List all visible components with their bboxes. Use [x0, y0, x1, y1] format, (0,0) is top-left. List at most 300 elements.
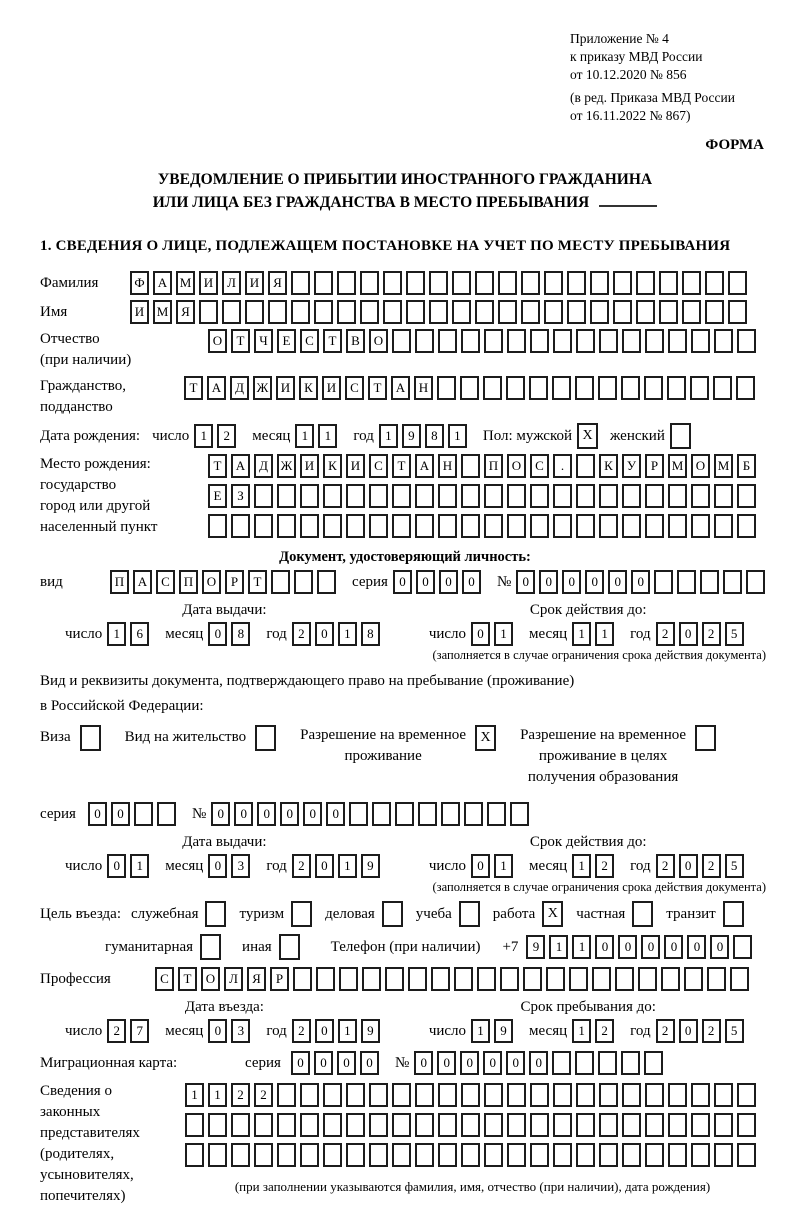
char-box[interactable]: 0: [471, 622, 490, 646]
char-box[interactable]: [254, 484, 273, 508]
char-box[interactable]: 0: [437, 1051, 456, 1075]
char-box[interactable]: [737, 514, 756, 538]
char-box[interactable]: 0: [687, 935, 706, 959]
char-box[interactable]: И: [276, 376, 295, 400]
char-box[interactable]: И: [130, 300, 149, 324]
char-box[interactable]: [392, 1143, 411, 1167]
char-box[interactable]: [506, 376, 525, 400]
char-box[interactable]: [576, 329, 595, 353]
char-box[interactable]: 1: [338, 622, 357, 646]
char-box[interactable]: [369, 484, 388, 508]
char-box[interactable]: [510, 802, 529, 826]
char-box[interactable]: [208, 1143, 227, 1167]
char-box[interactable]: [553, 1143, 572, 1167]
char-box[interactable]: [507, 1113, 526, 1137]
char-box[interactable]: Т: [323, 329, 342, 353]
char-box[interactable]: Е: [208, 484, 227, 508]
char-box[interactable]: 1: [549, 935, 568, 959]
purpose-official-checkbox[interactable]: [205, 901, 226, 927]
char-box[interactable]: 0: [337, 1051, 356, 1075]
char-box[interactable]: Л: [222, 271, 241, 295]
char-box[interactable]: 5: [725, 622, 744, 646]
char-box[interactable]: С: [530, 454, 549, 478]
char-box[interactable]: [339, 967, 358, 991]
char-box[interactable]: [300, 1143, 319, 1167]
char-box[interactable]: [431, 967, 450, 991]
char-box[interactable]: Р: [645, 454, 664, 478]
char-box[interactable]: М: [176, 271, 195, 295]
char-box[interactable]: 0: [326, 802, 345, 826]
char-box[interactable]: [300, 514, 319, 538]
char-box[interactable]: [668, 514, 687, 538]
char-box[interactable]: 0: [303, 802, 322, 826]
char-box[interactable]: 2: [217, 424, 236, 448]
char-box[interactable]: 9: [402, 424, 421, 448]
char-box[interactable]: 0: [414, 1051, 433, 1075]
char-box[interactable]: [452, 271, 471, 295]
char-box[interactable]: [644, 1051, 663, 1075]
char-box[interactable]: 0: [257, 802, 276, 826]
char-box[interactable]: [523, 967, 542, 991]
char-box[interactable]: [575, 1051, 594, 1075]
char-box[interactable]: Д: [254, 454, 273, 478]
char-box[interactable]: [576, 514, 595, 538]
char-box[interactable]: [713, 376, 732, 400]
char-box[interactable]: М: [153, 300, 172, 324]
char-box[interactable]: 1: [448, 424, 467, 448]
char-box[interactable]: [498, 271, 517, 295]
char-box[interactable]: [231, 1113, 250, 1137]
char-box[interactable]: 5: [725, 854, 744, 878]
char-box[interactable]: С: [155, 967, 174, 991]
char-box[interactable]: Я: [268, 271, 287, 295]
char-box[interactable]: [599, 514, 618, 538]
char-box[interactable]: 1: [572, 935, 591, 959]
char-box[interactable]: [360, 271, 379, 295]
char-box[interactable]: [575, 376, 594, 400]
char-box[interactable]: [369, 514, 388, 538]
char-box[interactable]: [461, 454, 480, 478]
char-box[interactable]: Ф: [130, 271, 149, 295]
char-box[interactable]: 5: [725, 1019, 744, 1043]
char-box[interactable]: С: [369, 454, 388, 478]
char-box[interactable]: 9: [361, 1019, 380, 1043]
char-box[interactable]: [705, 300, 724, 324]
char-box[interactable]: С: [156, 570, 175, 594]
char-box[interactable]: [438, 1113, 457, 1137]
char-box[interactable]: 8: [361, 622, 380, 646]
char-box[interactable]: [383, 271, 402, 295]
char-box[interactable]: [684, 967, 703, 991]
char-box[interactable]: [733, 935, 752, 959]
char-box[interactable]: [622, 1143, 641, 1167]
char-box[interactable]: [645, 329, 664, 353]
char-box[interactable]: [429, 300, 448, 324]
char-box[interactable]: [395, 802, 414, 826]
char-box[interactable]: [700, 570, 719, 594]
char-box[interactable]: [323, 514, 342, 538]
char-box[interactable]: 0: [111, 802, 130, 826]
char-box[interactable]: 0: [710, 935, 729, 959]
char-box[interactable]: [682, 300, 701, 324]
char-box[interactable]: 0: [393, 570, 412, 594]
char-box[interactable]: [737, 1143, 756, 1167]
char-box[interactable]: 2: [702, 1019, 721, 1043]
char-box[interactable]: [277, 484, 296, 508]
char-box[interactable]: [622, 1083, 641, 1107]
char-box[interactable]: [222, 300, 241, 324]
char-box[interactable]: [659, 300, 678, 324]
char-box[interactable]: [737, 484, 756, 508]
char-box[interactable]: [728, 300, 747, 324]
char-box[interactable]: [452, 300, 471, 324]
char-box[interactable]: Ж: [253, 376, 272, 400]
char-box[interactable]: [621, 376, 640, 400]
char-box[interactable]: [268, 300, 287, 324]
char-box[interactable]: [507, 329, 526, 353]
char-box[interactable]: [383, 300, 402, 324]
char-box[interactable]: Е: [277, 329, 296, 353]
char-box[interactable]: 0: [439, 570, 458, 594]
char-box[interactable]: [484, 1143, 503, 1167]
char-box[interactable]: [461, 1113, 480, 1137]
char-box[interactable]: [484, 1083, 503, 1107]
char-box[interactable]: [645, 484, 664, 508]
char-box[interactable]: 2: [595, 1019, 614, 1043]
char-box[interactable]: [714, 329, 733, 353]
char-box[interactable]: [362, 967, 381, 991]
char-box[interactable]: [682, 271, 701, 295]
char-box[interactable]: 0: [315, 622, 334, 646]
char-box[interactable]: [636, 271, 655, 295]
char-box[interactable]: [185, 1113, 204, 1137]
char-box[interactable]: 0: [679, 854, 698, 878]
char-box[interactable]: [691, 1083, 710, 1107]
char-box[interactable]: 0: [483, 1051, 502, 1075]
char-box[interactable]: [254, 1143, 273, 1167]
char-box[interactable]: И: [346, 454, 365, 478]
char-box[interactable]: [507, 484, 526, 508]
char-box[interactable]: 0: [608, 570, 627, 594]
char-box[interactable]: [530, 1143, 549, 1167]
char-box[interactable]: [392, 1113, 411, 1137]
char-box[interactable]: [590, 271, 609, 295]
char-box[interactable]: [668, 329, 687, 353]
char-box[interactable]: [291, 300, 310, 324]
char-box[interactable]: [668, 1143, 687, 1167]
char-box[interactable]: [615, 967, 634, 991]
char-box[interactable]: [438, 329, 457, 353]
char-box[interactable]: [277, 514, 296, 538]
char-box[interactable]: [645, 1143, 664, 1167]
char-box[interactable]: [314, 271, 333, 295]
char-box[interactable]: [668, 484, 687, 508]
char-box[interactable]: [415, 514, 434, 538]
char-box[interactable]: А: [415, 454, 434, 478]
char-box[interactable]: 1: [194, 424, 213, 448]
char-box[interactable]: [323, 1083, 342, 1107]
char-box[interactable]: [314, 300, 333, 324]
char-box[interactable]: [291, 271, 310, 295]
char-box[interactable]: [707, 967, 726, 991]
char-box[interactable]: [484, 1113, 503, 1137]
char-box[interactable]: [622, 514, 641, 538]
char-box[interactable]: [185, 1143, 204, 1167]
char-box[interactable]: [553, 514, 572, 538]
char-box[interactable]: [598, 376, 617, 400]
char-box[interactable]: 0: [314, 1051, 333, 1075]
char-box[interactable]: С: [345, 376, 364, 400]
char-box[interactable]: 1: [338, 854, 357, 878]
purpose-humanitarian-checkbox[interactable]: [200, 934, 221, 960]
char-box[interactable]: [438, 484, 457, 508]
char-box[interactable]: [245, 300, 264, 324]
char-box[interactable]: .: [553, 454, 572, 478]
char-box[interactable]: [737, 1083, 756, 1107]
char-box[interactable]: 0: [506, 1051, 525, 1075]
char-box[interactable]: [530, 329, 549, 353]
char-box[interactable]: [208, 514, 227, 538]
char-box[interactable]: [530, 1083, 549, 1107]
char-box[interactable]: [746, 570, 765, 594]
char-box[interactable]: [621, 1051, 640, 1075]
char-box[interactable]: 1: [471, 1019, 490, 1043]
char-box[interactable]: [415, 484, 434, 508]
char-box[interactable]: [293, 967, 312, 991]
char-box[interactable]: [598, 1051, 617, 1075]
char-box[interactable]: Я: [247, 967, 266, 991]
char-box[interactable]: 3: [231, 854, 250, 878]
char-box[interactable]: 2: [292, 854, 311, 878]
char-box[interactable]: [438, 1143, 457, 1167]
edu-permit-checkbox[interactable]: [695, 725, 716, 751]
char-box[interactable]: [638, 967, 657, 991]
char-box[interactable]: 0: [595, 935, 614, 959]
char-box[interactable]: [346, 1083, 365, 1107]
char-box[interactable]: 0: [208, 622, 227, 646]
char-box[interactable]: Т: [392, 454, 411, 478]
char-box[interactable]: [323, 1113, 342, 1137]
char-box[interactable]: Б: [737, 454, 756, 478]
char-box[interactable]: 0: [234, 802, 253, 826]
char-box[interactable]: [599, 1143, 618, 1167]
char-box[interactable]: В: [346, 329, 365, 353]
char-box[interactable]: Т: [368, 376, 387, 400]
char-box[interactable]: [360, 300, 379, 324]
char-box[interactable]: 0: [107, 854, 126, 878]
char-box[interactable]: [507, 1083, 526, 1107]
char-box[interactable]: П: [110, 570, 129, 594]
char-box[interactable]: З: [231, 484, 250, 508]
char-box[interactable]: [231, 1143, 250, 1167]
char-box[interactable]: [576, 454, 595, 478]
char-box[interactable]: [691, 484, 710, 508]
char-box[interactable]: [337, 271, 356, 295]
char-box[interactable]: [369, 1083, 388, 1107]
purpose-private-checkbox[interactable]: [632, 901, 653, 927]
char-box[interactable]: [737, 329, 756, 353]
char-box[interactable]: М: [714, 454, 733, 478]
char-box[interactable]: 1: [130, 854, 149, 878]
char-box[interactable]: 1: [494, 622, 513, 646]
char-box[interactable]: [460, 376, 479, 400]
char-box[interactable]: 1: [208, 1083, 227, 1107]
char-box[interactable]: М: [668, 454, 687, 478]
char-box[interactable]: [553, 484, 572, 508]
char-box[interactable]: [487, 802, 506, 826]
char-box[interactable]: [691, 1143, 710, 1167]
char-box[interactable]: Т: [248, 570, 267, 594]
char-box[interactable]: [599, 329, 618, 353]
char-box[interactable]: Т: [184, 376, 203, 400]
char-box[interactable]: Р: [225, 570, 244, 594]
char-box[interactable]: 1: [572, 1019, 591, 1043]
char-box[interactable]: [392, 329, 411, 353]
char-box[interactable]: [484, 329, 503, 353]
char-box[interactable]: 9: [361, 854, 380, 878]
char-box[interactable]: А: [207, 376, 226, 400]
char-box[interactable]: [728, 271, 747, 295]
char-box[interactable]: 0: [585, 570, 604, 594]
char-box[interactable]: [544, 300, 563, 324]
char-box[interactable]: 0: [211, 802, 230, 826]
char-box[interactable]: [323, 1143, 342, 1167]
char-box[interactable]: 2: [231, 1083, 250, 1107]
purpose-transit-checkbox[interactable]: [723, 901, 744, 927]
char-box[interactable]: [714, 484, 733, 508]
char-box[interactable]: 1: [572, 854, 591, 878]
char-box[interactable]: 1: [595, 622, 614, 646]
char-box[interactable]: И: [322, 376, 341, 400]
char-box[interactable]: [599, 1113, 618, 1137]
char-box[interactable]: [705, 271, 724, 295]
char-box[interactable]: [277, 1113, 296, 1137]
char-box[interactable]: 1: [494, 854, 513, 878]
char-box[interactable]: [553, 329, 572, 353]
char-box[interactable]: [369, 1143, 388, 1167]
char-box[interactable]: 1: [379, 424, 398, 448]
char-box[interactable]: О: [201, 967, 220, 991]
char-box[interactable]: [544, 271, 563, 295]
char-box[interactable]: [498, 300, 517, 324]
temp-permit-checkbox[interactable]: X: [475, 725, 496, 751]
char-box[interactable]: [483, 376, 502, 400]
char-box[interactable]: 0: [208, 1019, 227, 1043]
char-box[interactable]: Т: [208, 454, 227, 478]
char-box[interactable]: [599, 484, 618, 508]
char-box[interactable]: [521, 300, 540, 324]
char-box[interactable]: [668, 1113, 687, 1137]
char-box[interactable]: [372, 802, 391, 826]
char-box[interactable]: 0: [664, 935, 683, 959]
char-box[interactable]: [592, 967, 611, 991]
char-box[interactable]: 1: [572, 622, 591, 646]
char-box[interactable]: [415, 329, 434, 353]
char-box[interactable]: [667, 376, 686, 400]
char-box[interactable]: К: [599, 454, 618, 478]
char-box[interactable]: К: [299, 376, 318, 400]
char-box[interactable]: [576, 1083, 595, 1107]
char-box[interactable]: 2: [656, 622, 675, 646]
char-box[interactable]: [737, 1113, 756, 1137]
char-box[interactable]: 2: [107, 1019, 126, 1043]
char-box[interactable]: [346, 484, 365, 508]
char-box[interactable]: [392, 484, 411, 508]
char-box[interactable]: 9: [494, 1019, 513, 1043]
char-box[interactable]: 0: [416, 570, 435, 594]
char-box[interactable]: [552, 1051, 571, 1075]
char-box[interactable]: [507, 514, 526, 538]
char-box[interactable]: 0: [516, 570, 535, 594]
char-box[interactable]: 8: [425, 424, 444, 448]
char-box[interactable]: А: [231, 454, 250, 478]
char-box[interactable]: 0: [562, 570, 581, 594]
char-box[interactable]: [437, 376, 456, 400]
char-box[interactable]: [553, 1083, 572, 1107]
char-box[interactable]: А: [153, 271, 172, 295]
purpose-other-checkbox[interactable]: [279, 934, 300, 960]
char-box[interactable]: [157, 802, 176, 826]
char-box[interactable]: [507, 1143, 526, 1167]
char-box[interactable]: 0: [539, 570, 558, 594]
char-box[interactable]: [300, 1083, 319, 1107]
sex-female-checkbox[interactable]: [670, 423, 691, 449]
purpose-study-checkbox[interactable]: [459, 901, 480, 927]
char-box[interactable]: Р: [270, 967, 289, 991]
char-box[interactable]: [552, 376, 571, 400]
char-box[interactable]: 9: [526, 935, 545, 959]
char-box[interactable]: [438, 1083, 457, 1107]
char-box[interactable]: 0: [471, 854, 490, 878]
char-box[interactable]: [231, 514, 250, 538]
char-box[interactable]: [714, 1083, 733, 1107]
char-box[interactable]: 1: [318, 424, 337, 448]
char-box[interactable]: 1: [107, 622, 126, 646]
char-box[interactable]: 7: [130, 1019, 149, 1043]
char-box[interactable]: [254, 514, 273, 538]
char-box[interactable]: [349, 802, 368, 826]
char-box[interactable]: 8: [231, 622, 250, 646]
char-box[interactable]: [636, 300, 655, 324]
purpose-work-checkbox[interactable]: X: [542, 901, 563, 927]
char-box[interactable]: [645, 514, 664, 538]
char-box[interactable]: [346, 1143, 365, 1167]
char-box[interactable]: [622, 1113, 641, 1137]
char-box[interactable]: [668, 1083, 687, 1107]
char-box[interactable]: [461, 1083, 480, 1107]
char-box[interactable]: [714, 514, 733, 538]
char-box[interactable]: Н: [414, 376, 433, 400]
char-box[interactable]: [294, 570, 313, 594]
char-box[interactable]: [317, 570, 336, 594]
char-box[interactable]: [392, 1083, 411, 1107]
char-box[interactable]: [691, 1113, 710, 1137]
char-box[interactable]: [337, 300, 356, 324]
char-box[interactable]: [645, 1113, 664, 1137]
char-box[interactable]: 0: [631, 570, 650, 594]
char-box[interactable]: 0: [679, 1019, 698, 1043]
char-box[interactable]: [134, 802, 153, 826]
char-box[interactable]: 0: [88, 802, 107, 826]
char-box[interactable]: 2: [702, 622, 721, 646]
char-box[interactable]: 1: [295, 424, 314, 448]
char-box[interactable]: [475, 271, 494, 295]
char-box[interactable]: [529, 376, 548, 400]
char-box[interactable]: [300, 1113, 319, 1137]
char-box[interactable]: Ч: [254, 329, 273, 353]
char-box[interactable]: 0: [641, 935, 660, 959]
char-box[interactable]: [477, 967, 496, 991]
